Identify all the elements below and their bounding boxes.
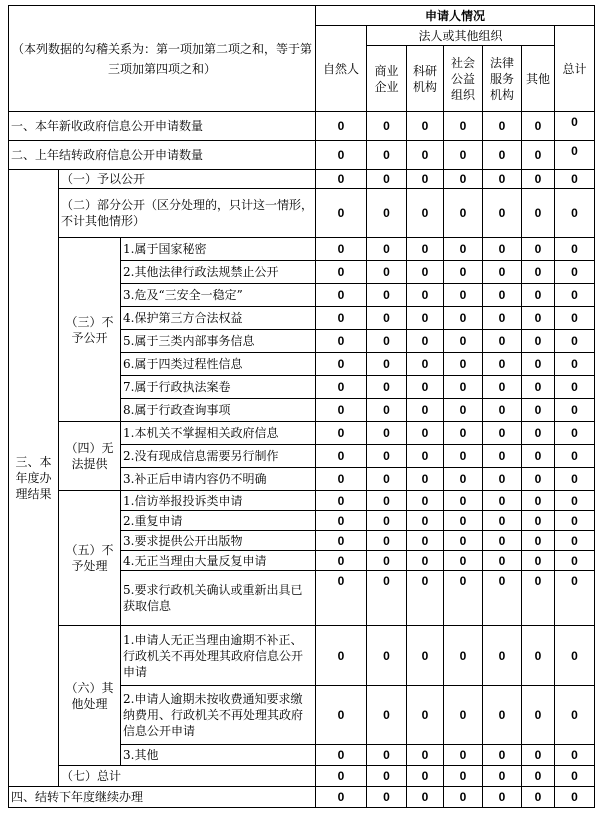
cell-value: 0 — [444, 511, 483, 531]
row-label: 3.危及“三安全一稳定” — [121, 284, 316, 307]
cell-value: 0 — [444, 745, 483, 766]
col-research: 科研机构 — [407, 46, 444, 112]
cell-value: 0 — [522, 422, 555, 445]
cell-value: 0 — [407, 284, 444, 307]
cell-value: 0 — [444, 787, 483, 808]
cell-value: 0 — [555, 551, 595, 571]
table-row — [9, 766, 595, 787]
cell-value: 0 — [444, 307, 483, 330]
cell-value: 0 — [522, 491, 555, 511]
cell-value: 0 — [367, 745, 407, 766]
cell-value: 0 — [316, 353, 367, 376]
cell-value: 0 — [522, 376, 555, 399]
cell-value: 0 — [444, 353, 483, 376]
cell-value: 0 — [316, 511, 367, 531]
cell-value: 0 — [444, 376, 483, 399]
cell-value: 0 — [483, 766, 522, 787]
cell-value: 0 — [367, 445, 407, 468]
cell-value: 0 — [444, 551, 483, 571]
cell-value: 0 — [522, 399, 555, 422]
cell-value: 0 — [522, 141, 555, 170]
cell-value: 0 — [367, 376, 407, 399]
cell-value: 0 — [407, 686, 444, 745]
group-not-processed: （五）不予处理 — [59, 491, 121, 626]
cell-value: 0 — [555, 112, 595, 141]
cell-value: 0 — [483, 284, 522, 307]
cell-value: 0 — [522, 353, 555, 376]
cell-value: 0 — [444, 284, 483, 307]
cell-value: 0 — [367, 766, 407, 787]
table-row — [9, 787, 595, 808]
cell-value: 0 — [522, 261, 555, 284]
cell-value: 0 — [367, 112, 407, 141]
cell-value: 0 — [522, 686, 555, 745]
cell-value: 0 — [407, 353, 444, 376]
cell-value: 0 — [367, 571, 407, 626]
row-label: 3.要求提供公开出版物 — [121, 531, 316, 551]
col-other: 其他 — [522, 46, 555, 112]
cell-value: 0 — [555, 189, 595, 238]
row-label: 4.保护第三方合法权益 — [121, 307, 316, 330]
cell-value: 0 — [407, 261, 444, 284]
table-row — [9, 189, 595, 238]
cell-value: 0 — [316, 112, 367, 141]
cell-value: 0 — [444, 170, 483, 189]
cell-value: 0 — [367, 626, 407, 686]
row-label: 2.申请人逾期未按收费通知要求缴纳费用、行政机关不再处理其政府信息公开申请 — [121, 686, 316, 745]
cell-value: 0 — [407, 491, 444, 511]
cell-value: 0 — [367, 468, 407, 491]
cell-value: 0 — [367, 238, 407, 261]
table-row — [9, 626, 595, 686]
cell-value: 0 — [522, 238, 555, 261]
cell-value: 0 — [444, 189, 483, 238]
cell-value: 0 — [367, 307, 407, 330]
cell-value: 0 — [555, 766, 595, 787]
cell-value: 0 — [316, 189, 367, 238]
legal-org-header: 法人或其他组织 — [367, 26, 555, 46]
table-row — [9, 141, 595, 170]
cell-value: 0 — [316, 170, 367, 189]
cell-value: 0 — [407, 468, 444, 491]
col-total: 总计 — [555, 26, 595, 112]
cell-value: 0 — [555, 422, 595, 445]
cell-value: 0 — [367, 284, 407, 307]
cell-value: 0 — [555, 353, 595, 376]
cell-value: 0 — [316, 141, 367, 170]
cell-value: 0 — [444, 766, 483, 787]
cell-value: 0 — [483, 445, 522, 468]
cell-value: 0 — [555, 511, 595, 531]
cell-value: 0 — [316, 571, 367, 626]
cell-value: 0 — [483, 189, 522, 238]
cell-value: 0 — [444, 468, 483, 491]
cell-value: 0 — [407, 551, 444, 571]
cell-value: 0 — [444, 491, 483, 511]
cell-value: 0 — [483, 422, 522, 445]
row-label: 2.没有现成信息需要另行制作 — [121, 445, 316, 468]
cell-value: 0 — [483, 626, 522, 686]
cell-value: 0 — [407, 112, 444, 141]
cell-value: 0 — [316, 766, 367, 787]
row-label: 5.要求行政机关确认或重新出具已获取信息 — [121, 571, 316, 626]
cell-value: 0 — [407, 787, 444, 808]
cell-value: 0 — [407, 571, 444, 626]
cell-value: 0 — [316, 686, 367, 745]
cell-value: 0 — [444, 238, 483, 261]
cell-value: 0 — [444, 399, 483, 422]
note-cell: （本列数据的勾稽关系为：第一项加第二项之和，等于第三项加第四项之和） — [9, 6, 316, 112]
cell-value: 0 — [522, 766, 555, 787]
cell-value: 0 — [483, 376, 522, 399]
cell-value: 0 — [407, 626, 444, 686]
cell-value: 0 — [555, 571, 595, 626]
cell-value: 0 — [367, 261, 407, 284]
cell-value: 0 — [483, 238, 522, 261]
cell-value: 0 — [316, 238, 367, 261]
cell-value: 0 — [522, 626, 555, 686]
cell-value: 0 — [522, 189, 555, 238]
cell-value: 0 — [522, 745, 555, 766]
cell-value: 0 — [555, 787, 595, 808]
cell-value: 0 — [555, 468, 595, 491]
cell-value: 0 — [367, 330, 407, 353]
cell-value: 0 — [407, 376, 444, 399]
cell-value: 0 — [316, 626, 367, 686]
table-row — [9, 491, 595, 511]
cell-value: 0 — [316, 787, 367, 808]
cell-value: 0 — [522, 445, 555, 468]
row-label: 四、结转下年度继续办理 — [9, 787, 316, 808]
cell-value: 0 — [316, 551, 367, 571]
cell-value: 0 — [522, 307, 555, 330]
cell-value: 0 — [367, 353, 407, 376]
group-unable-provide: （四）无法提供 — [59, 422, 121, 491]
row-label: 3.其他 — [121, 745, 316, 766]
row-label: 1.信访举报投诉类申请 — [121, 491, 316, 511]
cell-value: 0 — [367, 399, 407, 422]
cell-value: 0 — [555, 399, 595, 422]
cell-value: 0 — [444, 330, 483, 353]
row-label: 二、上年结转政府信息公开申请数量 — [9, 141, 316, 170]
cell-value: 0 — [555, 531, 595, 551]
cell-value: 0 — [444, 112, 483, 141]
cell-value: 0 — [522, 531, 555, 551]
cell-value: 0 — [444, 141, 483, 170]
table-row — [9, 238, 595, 261]
cell-value: 0 — [407, 141, 444, 170]
cell-value: 0 — [316, 422, 367, 445]
cell-value: 0 — [483, 261, 522, 284]
cell-value: 0 — [522, 787, 555, 808]
cell-value: 0 — [483, 531, 522, 551]
col-business: 商业企业 — [367, 46, 407, 112]
cell-value: 0 — [522, 330, 555, 353]
cell-value: 0 — [407, 238, 444, 261]
cell-value: 0 — [522, 284, 555, 307]
cell-value: 0 — [407, 330, 444, 353]
row-label: 6.属于四类过程性信息 — [121, 353, 316, 376]
cell-value: 0 — [483, 787, 522, 808]
cell-value: 0 — [407, 399, 444, 422]
cell-value: 0 — [367, 141, 407, 170]
cell-value: 0 — [555, 170, 595, 189]
cell-value: 0 — [555, 284, 595, 307]
cell-value: 0 — [316, 261, 367, 284]
row-label: 8.属于行政查询事项 — [121, 399, 316, 422]
cell-value: 0 — [483, 330, 522, 353]
cell-value: 0 — [367, 491, 407, 511]
cell-value: 0 — [483, 571, 522, 626]
cell-value: 0 — [316, 330, 367, 353]
cell-value: 0 — [367, 511, 407, 531]
cell-value: 0 — [555, 491, 595, 511]
cell-value: 0 — [367, 686, 407, 745]
group-not-disclosed: （三）不予公开 — [59, 238, 121, 422]
cell-value: 0 — [316, 307, 367, 330]
cell-value: 0 — [522, 170, 555, 189]
row-label: （一）予以公开 — [59, 170, 316, 189]
cell-value: 0 — [555, 686, 595, 745]
cell-value: 0 — [407, 170, 444, 189]
header-row-1 — [9, 6, 595, 26]
cell-value: 0 — [555, 330, 595, 353]
cell-value: 0 — [367, 531, 407, 551]
cell-value: 0 — [444, 626, 483, 686]
cell-value: 0 — [444, 261, 483, 284]
gov-info-disclosure-table — [8, 5, 595, 808]
row-label: 1.申请人无正当理由逾期不补正、行政机关不再处理其政府信息公开申请 — [121, 626, 316, 686]
cell-value: 0 — [407, 745, 444, 766]
row-label: 1.本机关不掌握相关政府信息 — [121, 422, 316, 445]
cell-value: 0 — [522, 468, 555, 491]
row-label: 2.其他法律行政法规禁止公开 — [121, 261, 316, 284]
cell-value: 0 — [316, 445, 367, 468]
cell-value: 0 — [483, 307, 522, 330]
cell-value: 0 — [555, 141, 595, 170]
cell-value: 0 — [483, 112, 522, 141]
cell-value: 0 — [367, 189, 407, 238]
row-label: 一、本年新收政府信息公开申请数量 — [9, 112, 316, 141]
cell-value: 0 — [407, 511, 444, 531]
cell-value: 0 — [483, 468, 522, 491]
group-other-processing: （六）其他处理 — [59, 626, 121, 766]
cell-value: 0 — [316, 745, 367, 766]
cell-value: 0 — [483, 491, 522, 511]
row-label: 2.重复申请 — [121, 511, 316, 531]
cell-value: 0 — [522, 551, 555, 571]
cell-value: 0 — [407, 189, 444, 238]
row-label: 5.属于三类内部事务信息 — [121, 330, 316, 353]
row-label: （二）部分公开（区分处理的，只计这一情形，不计其他情形） — [59, 189, 316, 238]
cell-value: 0 — [407, 766, 444, 787]
cell-value: 0 — [483, 353, 522, 376]
cell-value: 0 — [316, 399, 367, 422]
cell-value: 0 — [522, 511, 555, 531]
col-natural-person: 自然人 — [316, 26, 367, 112]
cell-value: 0 — [407, 307, 444, 330]
cell-value: 0 — [483, 745, 522, 766]
table-row — [9, 422, 595, 445]
row-label: 3.补正后申请内容仍不明确 — [121, 468, 316, 491]
cell-value: 0 — [444, 445, 483, 468]
cell-value: 0 — [483, 170, 522, 189]
col-public-welfare: 社会公益组织 — [444, 46, 483, 112]
cell-value: 0 — [555, 307, 595, 330]
cell-value: 0 — [316, 284, 367, 307]
cell-value: 0 — [555, 745, 595, 766]
cell-value: 0 — [483, 511, 522, 531]
cell-value: 0 — [367, 422, 407, 445]
cell-value: 0 — [555, 445, 595, 468]
table-row — [9, 112, 595, 141]
cell-value: 0 — [444, 686, 483, 745]
row-label: （七）总计 — [59, 766, 316, 787]
col-legal-service: 法律服务机构 — [483, 46, 522, 112]
cell-value: 0 — [367, 551, 407, 571]
cell-value: 0 — [407, 531, 444, 551]
cell-value: 0 — [444, 422, 483, 445]
cell-value: 0 — [316, 531, 367, 551]
cell-value: 0 — [367, 170, 407, 189]
cell-value: 0 — [483, 551, 522, 571]
cell-value: 0 — [316, 376, 367, 399]
cell-value: 0 — [555, 376, 595, 399]
section-three-label: 三、本年度办理结果 — [9, 170, 59, 787]
cell-value: 0 — [555, 261, 595, 284]
table-row — [9, 170, 595, 189]
row-label: 4.无正当理由大量反复申请 — [121, 551, 316, 571]
applicant-info-header: 申请人情况 — [316, 6, 595, 26]
cell-value: 0 — [555, 238, 595, 261]
cell-value: 0 — [407, 422, 444, 445]
cell-value: 0 — [483, 399, 522, 422]
cell-value: 0 — [522, 112, 555, 141]
cell-value: 0 — [483, 141, 522, 170]
cell-value: 0 — [316, 491, 367, 511]
cell-value: 0 — [444, 531, 483, 551]
row-label: 7.属于行政执法案卷 — [121, 376, 316, 399]
cell-value: 0 — [367, 787, 407, 808]
cell-value: 0 — [483, 686, 522, 745]
cell-value: 0 — [555, 626, 595, 686]
cell-value: 0 — [407, 445, 444, 468]
cell-value: 0 — [316, 468, 367, 491]
cell-value: 0 — [522, 571, 555, 626]
row-label: 1.属于国家秘密 — [121, 238, 316, 261]
cell-value: 0 — [444, 571, 483, 626]
